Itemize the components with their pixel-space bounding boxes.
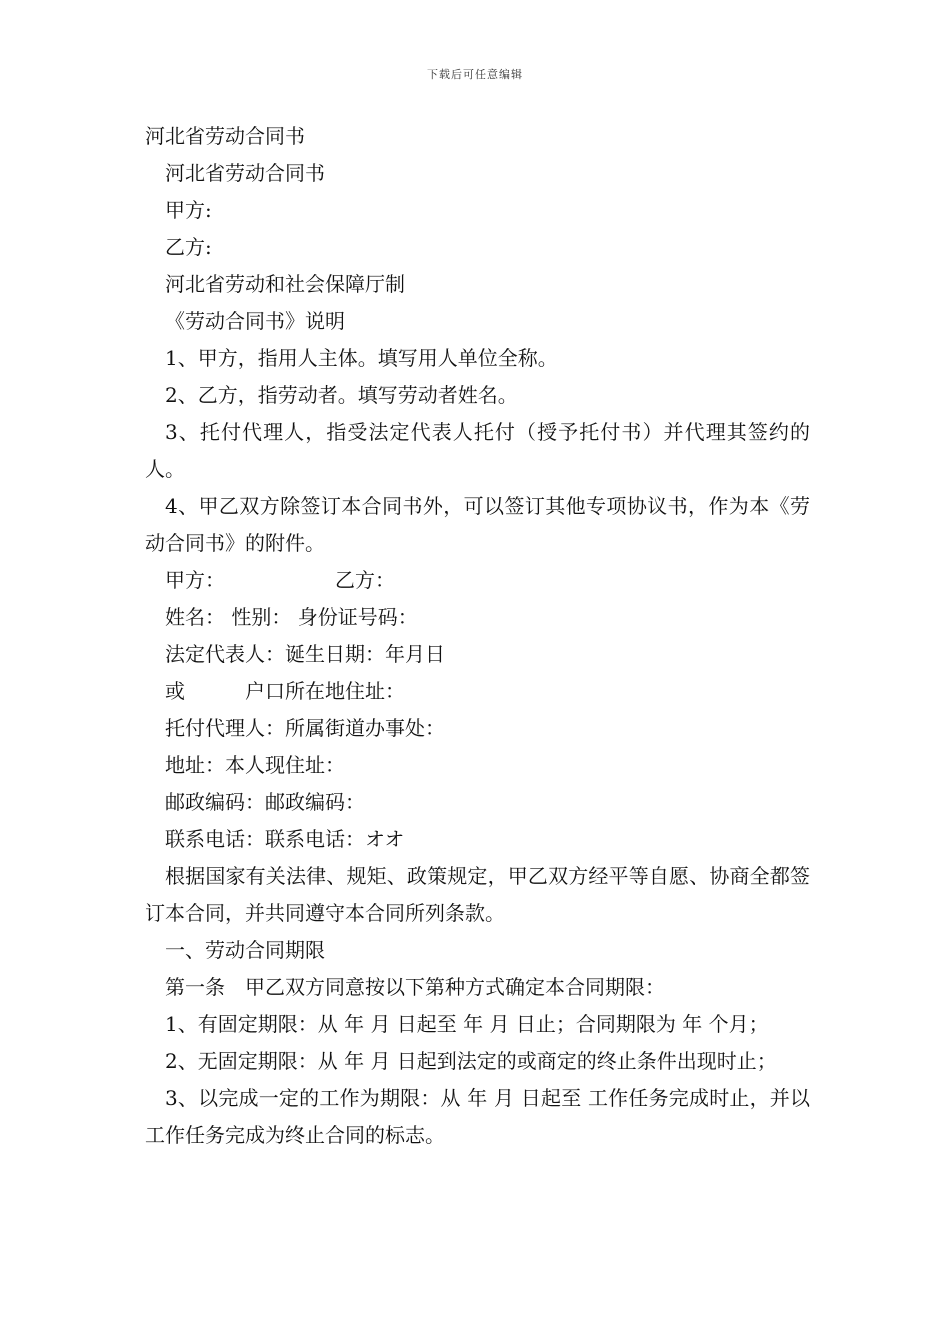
party-address-row: 地址：本人现住址：	[165, 753, 345, 777]
document-body	[145, 118, 810, 1154]
term-option-2: 2、无固定期限：从 年 月 日起到法定的或商定的终止条件出现时止；	[165, 1049, 777, 1073]
parties-label-row	[145, 562, 810, 599]
household-address-label: 户口所在地住址：	[245, 679, 405, 703]
cover-title: 河北省劳动合同书	[165, 161, 325, 185]
party-or-row	[145, 673, 810, 710]
party-phone-row: 联系电话：联系电话：オオ	[165, 827, 405, 851]
preamble-paragraph: 根据国家有关法律、规矩、政策规定，甲乙双方经平等自愿、协商全都签订本合同，并共同遵守本合同所列条款。	[145, 864, 810, 925]
note-item-3: 3、托付代理人，指受法定代表人托付（授予托付书）并代理其签约的人。	[145, 420, 810, 481]
party-a-label: 甲方：	[165, 568, 225, 592]
party-agent-row: 托付代理人：所属街道办事处：	[165, 716, 445, 740]
article-1: 第一条 甲乙双方同意按以下第种方式确定本合同期限：	[165, 975, 665, 999]
party-postal-row: 邮政编码：邮政编码：	[165, 790, 365, 814]
page-header: 下载后可任意编辑	[427, 68, 523, 81]
term-option-1: 1、有固定期限：从 年 月 日起至 年 月 日止；合同期限为 年 个月；	[165, 1012, 769, 1036]
section-1-heading: 一、劳动合同期限	[165, 938, 325, 962]
note-item-1: 1、甲方，指用人主体。填写用人单位全称。	[165, 346, 558, 370]
cover-party-a: 甲方:	[165, 198, 212, 222]
or-text: 或	[165, 679, 185, 703]
notes-heading: 《劳动合同书》说明	[165, 309, 345, 333]
cover-party-b: 乙方:	[165, 235, 212, 259]
term-option-3: 3、以完成一定的工作为期限：从 年 月 日起至 工作任务完成时止，并以 工作任务完成为终止合同的标志。	[145, 1086, 810, 1147]
party-b-label: 乙方：	[335, 568, 395, 592]
note-item-2: 2、乙方，指劳动者。填写劳动者姓名。	[165, 383, 518, 407]
party-name-row: 姓名： 性别： 身份证号码：	[165, 605, 418, 629]
note-item-4: 4、甲乙双方除签订本合同书外，可以签订其他专项协议书，作为本《劳动合同书》的附件。	[145, 494, 810, 555]
cover-issuer: 河北省劳动和社会保障厅制	[165, 272, 405, 296]
party-rep-row: 法定代表人：诞生日期：年月日	[165, 642, 445, 666]
document-title: 河北省劳动合同书	[145, 124, 305, 148]
